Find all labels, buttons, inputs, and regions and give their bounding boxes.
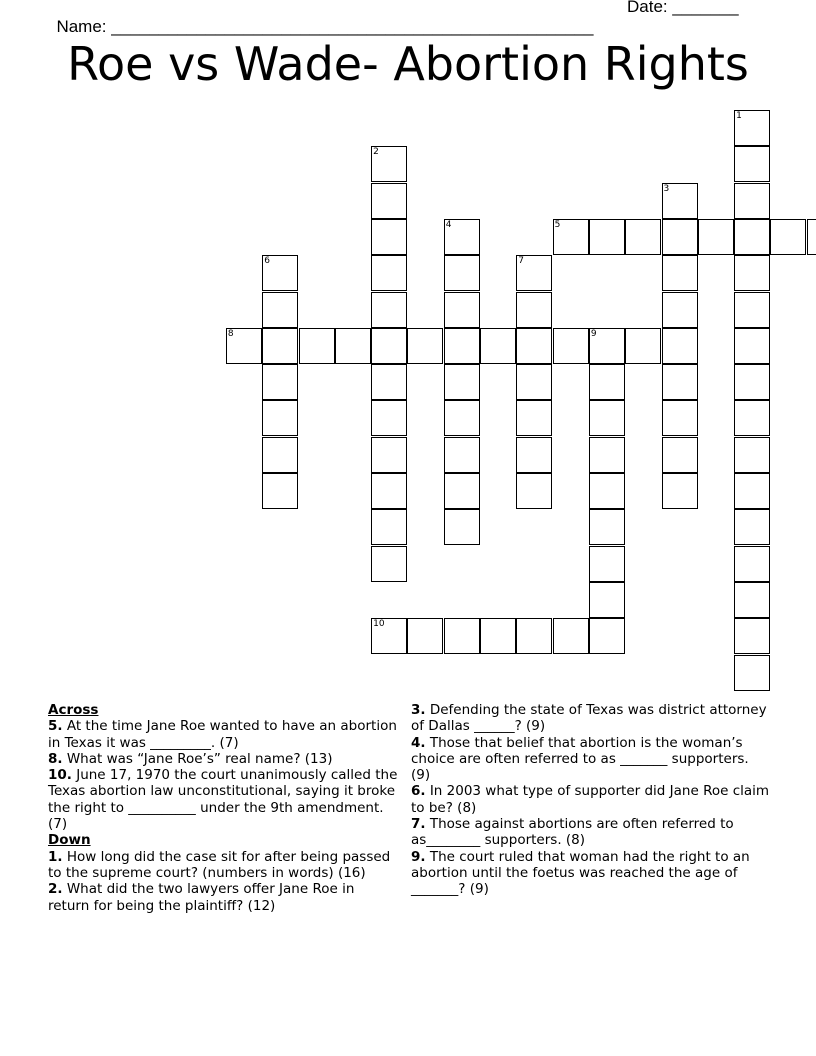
clue-item-text: What did the two lawyers offer Jane Roe in return for being the plaintiff? (12)	[48, 881, 355, 914]
clue-item-number: 1.	[48, 848, 63, 865]
clue-number: 7	[518, 256, 525, 267]
clue-item	[48, 881, 398, 914]
grid-cell[interactable]	[807, 219, 816, 255]
down-heading: Down	[48, 832, 91, 849]
grid-cell[interactable]	[589, 437, 625, 473]
grid-cell[interactable]	[335, 328, 371, 364]
grid-cell[interactable]	[553, 618, 589, 654]
grid-cell[interactable]	[589, 473, 625, 509]
grid-cell[interactable]	[444, 618, 480, 654]
grid-cell[interactable]	[516, 292, 552, 328]
clue-item-text: What was “Jane Roe’s” real name? (13)	[62, 750, 333, 767]
clue-item	[48, 718, 398, 751]
clue-item-number: 4.	[411, 734, 426, 751]
clues-right-column	[411, 702, 771, 898]
clue-item-text: In 2003 what type of supporter did Jane Roe claim to be? (8)	[411, 783, 770, 816]
grid-cell[interactable]	[444, 292, 480, 328]
clue-item-text: Those against abortions are often referred to as________ supporters. (8)	[411, 816, 734, 849]
grid-cell[interactable]	[371, 292, 407, 328]
grid-cell[interactable]	[444, 473, 480, 509]
clue-item	[411, 816, 771, 849]
grid-cell[interactable]	[662, 364, 698, 400]
grid-cell[interactable]	[734, 546, 770, 582]
grid-cell[interactable]	[407, 328, 443, 364]
clue-number: 8	[227, 328, 234, 339]
clue-number: 3	[663, 183, 670, 194]
grid-cell-3[interactable]	[662, 183, 698, 219]
grid-cell-10[interactable]	[371, 618, 407, 654]
grid-cell-5[interactable]	[553, 219, 589, 255]
grid-cell[interactable]	[734, 655, 770, 691]
grid-cell[interactable]	[553, 328, 589, 364]
grid-cell[interactable]	[299, 328, 335, 364]
grid-cell[interactable]	[262, 473, 298, 509]
across-heading: Across	[48, 702, 99, 718]
grid-cell[interactable]	[734, 437, 770, 473]
grid-cell[interactable]	[734, 146, 770, 182]
clue-number: 9	[590, 328, 597, 339]
clue-item	[411, 849, 771, 898]
grid-cell[interactable]	[734, 400, 770, 436]
date-field[interactable]: Date: _______	[627, 0, 739, 16]
grid-cell[interactable]	[262, 292, 298, 328]
grid-cell[interactable]	[734, 364, 770, 400]
grid-cell[interactable]	[698, 219, 734, 255]
grid-cell[interactable]	[734, 509, 770, 545]
grid-cell[interactable]	[444, 400, 480, 436]
grid-cell[interactable]	[371, 437, 407, 473]
grid-cell[interactable]	[262, 400, 298, 436]
clue-item-text: The court ruled that woman had the right to an abortion until the foetus was reached the age of _______? (9)	[411, 848, 750, 898]
grid-cell[interactable]	[589, 509, 625, 545]
down-clue-list	[48, 849, 398, 914]
grid-cell-4[interactable]	[444, 219, 480, 255]
clue-number: 4	[445, 219, 452, 230]
grid-cell[interactable]	[734, 582, 770, 618]
clue-item-text: At the time Jane Roe wanted to have an abortion in Texas it was _________. (7)	[48, 718, 397, 751]
grid-cell-1[interactable]	[734, 110, 770, 146]
across-clue-list	[48, 718, 398, 832]
grid-cell[interactable]	[516, 364, 552, 400]
clue-number: 1	[736, 111, 742, 121]
grid-cell[interactable]	[516, 400, 552, 436]
grid-cell[interactable]	[480, 618, 516, 654]
grid-cell[interactable]	[371, 473, 407, 509]
clue-item	[48, 767, 398, 832]
grid-cell[interactable]	[262, 437, 298, 473]
grid-cell[interactable]	[371, 509, 407, 545]
grid-cell[interactable]	[444, 509, 480, 545]
grid-cell[interactable]	[444, 364, 480, 400]
grid-cell[interactable]	[371, 255, 407, 291]
grid-cell[interactable]	[662, 292, 698, 328]
grid-cell-6[interactable]	[262, 255, 298, 291]
clue-number: 2	[373, 147, 379, 158]
grid-cell[interactable]	[444, 328, 480, 364]
grid-cell-9[interactable]	[589, 328, 625, 364]
grid-cell[interactable]	[262, 364, 298, 400]
grid-cell[interactable]	[662, 473, 698, 509]
clue-item-number: 6.	[411, 783, 426, 800]
clues-left-column	[48, 702, 398, 914]
clue-number: 5	[554, 219, 561, 230]
grid-cell[interactable]	[407, 618, 443, 654]
clue-item-text: How long did the case sit for after being passed to the supreme court? (numbers in words) (16)	[48, 848, 391, 881]
clue-item-number: 8.	[48, 750, 63, 767]
grid-cell-2[interactable]	[371, 146, 407, 182]
grid-cell[interactable]	[444, 437, 480, 473]
grid-cell[interactable]	[734, 292, 770, 328]
grid-cell[interactable]	[734, 328, 770, 364]
clue-item-number: 10.	[48, 767, 72, 784]
clue-item-text: Those that belief that abortion is the woman’s choice are often referred to as _______ supporters. (9)	[411, 734, 749, 784]
grid-cell[interactable]	[371, 364, 407, 400]
grid-cell[interactable]	[734, 255, 770, 291]
grid-cell[interactable]	[625, 328, 661, 364]
clue-number: 10	[373, 619, 385, 630]
grid-cell[interactable]	[662, 255, 698, 291]
clue-number: 6	[264, 256, 270, 267]
grid-cell[interactable]	[589, 618, 625, 654]
clue-item-text: June 17, 1970 the court unanimously called the Texas abortion law unconstitutional, saying it broke the right to __________ under the 9th amendment. (7)	[48, 767, 398, 833]
grid-cell[interactable]	[662, 328, 698, 364]
grid-cell[interactable]	[589, 364, 625, 400]
grid-cell[interactable]	[516, 437, 552, 473]
grid-cell[interactable]	[770, 219, 806, 255]
clue-item-number: 7.	[411, 816, 426, 833]
grid-cell[interactable]	[516, 473, 552, 509]
grid-cell[interactable]	[734, 618, 770, 654]
grid-cell[interactable]	[262, 328, 298, 364]
grid-cell[interactable]	[589, 219, 625, 255]
grid-cell-8[interactable]	[226, 328, 262, 364]
grid-cell[interactable]	[589, 582, 625, 618]
clue-item-text: Defending the state of Texas was district attorney of Dallas ______? (9)	[411, 702, 767, 735]
clue-item-number: 5.	[48, 718, 63, 735]
page-title: Roe vs Wade- Abortion Rights	[67, 37, 749, 91]
grid-cell[interactable]	[480, 328, 516, 364]
grid-cell[interactable]	[371, 328, 407, 364]
clue-item	[48, 849, 398, 882]
grid-cell-7[interactable]	[516, 255, 552, 291]
clue-item-number: 3.	[411, 702, 426, 718]
grid-cell[interactable]	[589, 546, 625, 582]
grid-cell[interactable]	[662, 400, 698, 436]
grid-cell[interactable]	[662, 437, 698, 473]
grid-cell[interactable]	[516, 618, 552, 654]
grid-cell[interactable]	[371, 219, 407, 255]
clue-item	[411, 702, 771, 735]
grid-cell[interactable]	[734, 183, 770, 219]
clue-item	[48, 751, 398, 767]
header	[47, 0, 747, 36]
grid-cell[interactable]	[625, 219, 661, 255]
clue-item	[411, 783, 771, 816]
clue-item-number: 2.	[48, 881, 63, 898]
clue-item-number: 9.	[411, 848, 426, 865]
grid-cell[interactable]	[734, 219, 770, 255]
grid-cell[interactable]	[371, 546, 407, 582]
grid-cell[interactable]	[589, 400, 625, 436]
grid-cell[interactable]	[371, 400, 407, 436]
name-field[interactable]: Name: ___________________________________________________	[56, 17, 594, 36]
grid-cell[interactable]	[516, 328, 552, 364]
clue-item	[411, 735, 771, 784]
grid-cell[interactable]	[444, 255, 480, 291]
grid-cell[interactable]	[734, 473, 770, 509]
grid-cell[interactable]	[662, 219, 698, 255]
grid-cell[interactable]	[371, 183, 407, 219]
down-clue-list-continued	[411, 702, 771, 898]
